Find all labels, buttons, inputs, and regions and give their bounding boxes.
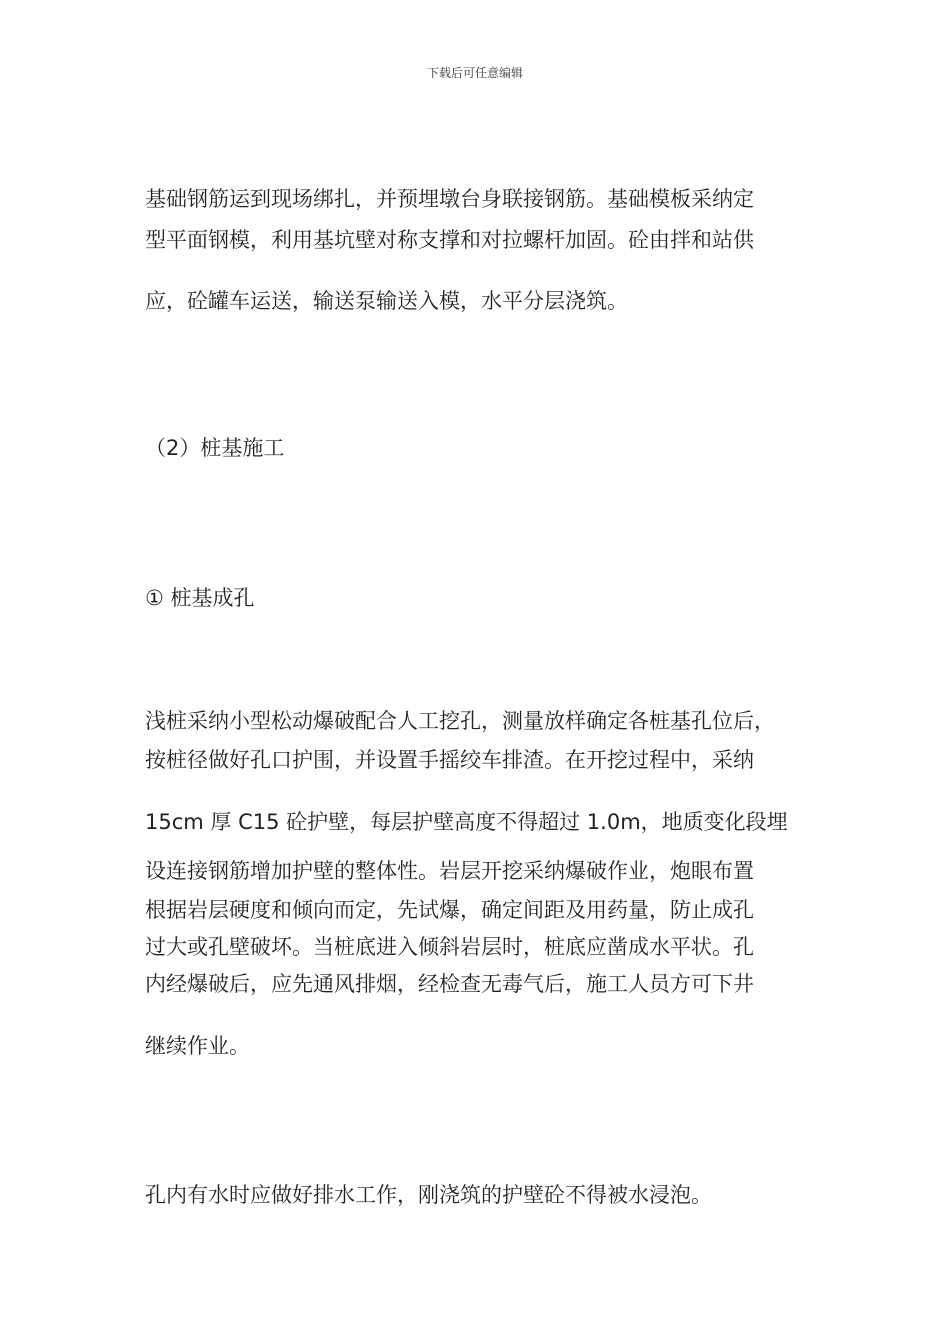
paragraph-line: 孔内有水时应做好排水工作，刚浇筑的护壁砼不得被水浸泡。 [145, 1183, 712, 1207]
paragraph-line: 型平面钢模，利用基坑壁对称支撑和对拉螺杆加固。砼由拌和站供 [145, 228, 754, 252]
subsection-heading: ① 桩基成孔 [145, 586, 255, 610]
paragraph-line: 基础钢筋运到现场绑扎，并预埋墩台身联接钢筋。基础模板采纳定 [145, 187, 754, 211]
paragraph-line: 按桩径做好孔口护围，并设置手摇绞车排渣。在开挖过程中，采纳 [145, 748, 754, 772]
paragraph-line: 继续作业。 [145, 1034, 250, 1058]
paragraph-line: 内经爆破后，应先通风排烟，经检查无毒气后，施工人员方可下井 [145, 972, 754, 996]
paragraph-line: 应，砼罐车运送，输送泵输送入模，水平分层浇筑。 [145, 289, 628, 313]
paragraph-line: 设连接钢筋增加护壁的整体性。岩层开挖采纳爆破作业，炮眼布置 [145, 859, 754, 883]
paragraph-line: 浅桩采纳小型松动爆破配合人工挖孔，测量放样确定各桩基孔位后， [145, 709, 775, 733]
section-heading: （2）桩基施工 [145, 436, 285, 460]
paragraph-line: 过大或孔壁破坏。当桩底进入倾斜岩层时，桩底应凿成水平状。孔 [145, 935, 754, 959]
paragraph-line: 15cm 厚 C15 砼护壁，每层护壁高度不得超过 1.0m，地质变化段埋 [145, 810, 788, 834]
paragraph-line: 根据岩层硬度和倾向而定，先试爆，确定间距及用药量，防止成孔 [145, 898, 754, 922]
header-note: 下载后可任意编辑 [426, 66, 523, 80]
